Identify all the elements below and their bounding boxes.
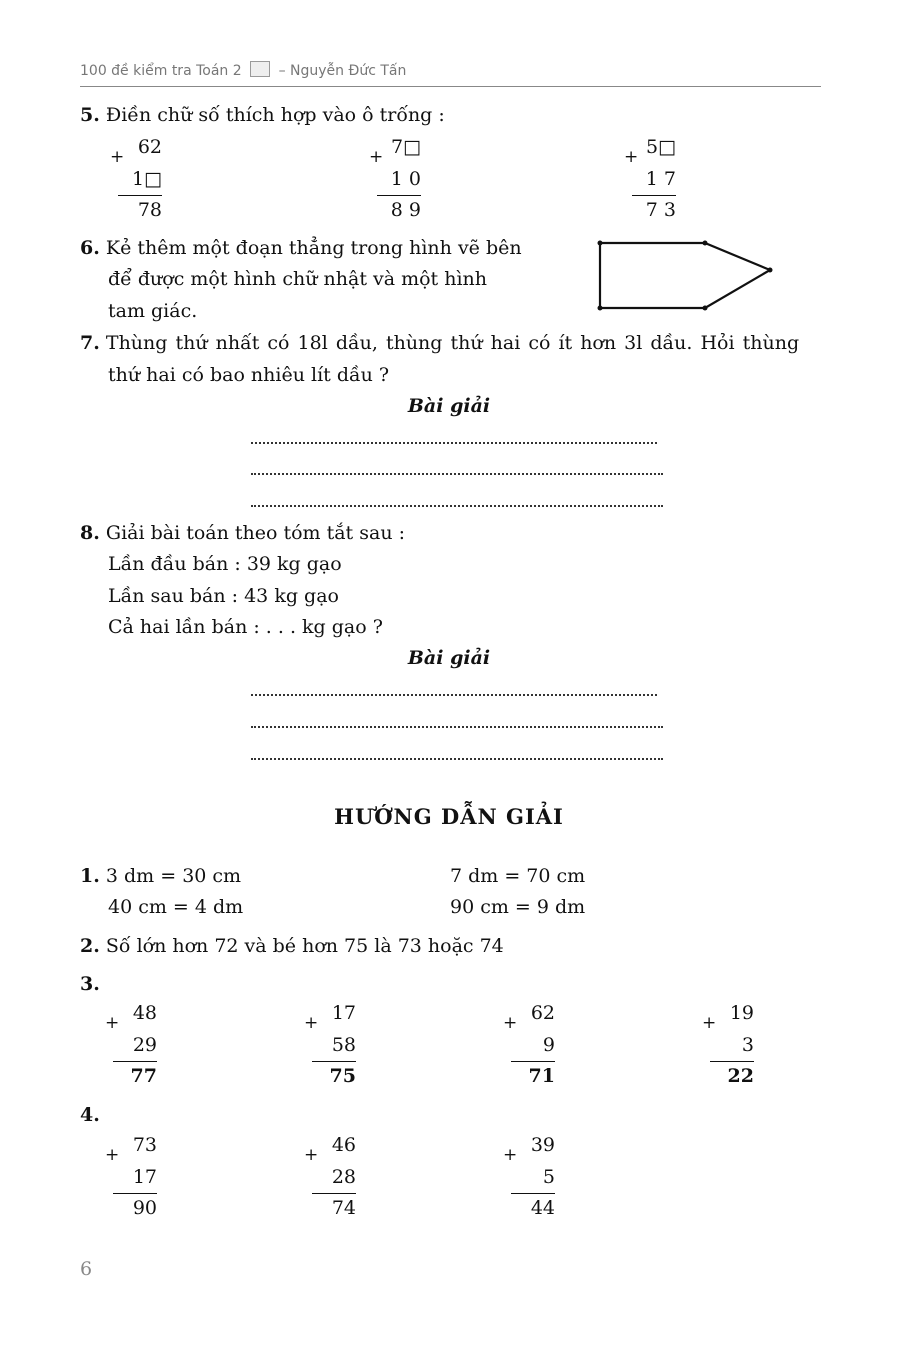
answer-2 — [80, 934, 504, 958]
plus-sign: + — [304, 1145, 319, 1165]
answer-number: 3. — [80, 973, 100, 995]
sum: 78 — [137, 199, 162, 221]
addition-problem — [110, 131, 162, 224]
addition-problem — [304, 1129, 356, 1222]
question-text: thứ hai có bao nhiêu lít dầu ? — [108, 364, 390, 386]
question-text: Giải bài toán theo tóm tắt sau : — [105, 522, 405, 544]
addend-2: 3 — [710, 1029, 754, 1062]
plus-sign: + — [304, 1013, 319, 1033]
addend-1: 46 — [331, 1134, 356, 1156]
question-text: Điền chữ số thích hợp vào ô trống : — [105, 104, 445, 126]
running-header — [80, 61, 406, 79]
question-text: tam giác. — [108, 300, 198, 322]
addition-problem — [624, 131, 676, 224]
sum: 7 3 — [645, 199, 676, 221]
addend-1: 62 — [530, 1002, 555, 1024]
solution-label: Bài giải — [407, 395, 491, 417]
answer-text: 90 cm = 9 dm — [450, 896, 586, 918]
answer-number: 2. — [80, 935, 100, 957]
addend-1: 39 — [530, 1134, 555, 1156]
question-number: 6. — [80, 237, 100, 259]
sum: 8 9 — [390, 199, 421, 221]
sum: 77 — [130, 1065, 157, 1087]
question-7 — [80, 331, 799, 355]
question-number: 5. — [80, 104, 100, 126]
addition-problem — [105, 997, 157, 1090]
addition-problem — [105, 1129, 157, 1222]
addend-2: 5 — [511, 1161, 555, 1194]
answer-line[interactable] — [251, 473, 663, 475]
addend-2: 28 — [312, 1161, 356, 1194]
plus-sign: + — [503, 1145, 518, 1165]
summary-line: Lần đầu bán : 39 kg gạo — [108, 553, 342, 575]
answer-1 — [80, 864, 241, 888]
question-6 — [80, 236, 522, 260]
addition-problem — [702, 997, 754, 1090]
sum: 90 — [132, 1197, 157, 1219]
addition-problem — [369, 131, 421, 224]
addend-2: 29 — [113, 1029, 157, 1062]
answer-line[interactable] — [251, 758, 663, 760]
question-text: Thùng thứ nhất có 18l dầu, thùng thứ hai có ít hơn 3l dầu. Hỏi thùng — [105, 332, 800, 354]
question-text: Kẻ thêm một đoạn thẳng trong hình vẽ bên — [105, 237, 522, 259]
addend-1: 73 — [132, 1134, 157, 1156]
answer-line[interactable] — [251, 442, 657, 444]
addition-problem — [304, 997, 356, 1090]
pentagon-figure — [590, 233, 780, 318]
question-number: 8. — [80, 522, 100, 544]
plus-sign: + — [369, 147, 384, 167]
addend-2: 1 0 — [377, 163, 421, 196]
sum: 74 — [331, 1197, 356, 1219]
plus-sign: + — [503, 1013, 518, 1033]
addition-problem — [503, 997, 555, 1090]
answer-line[interactable] — [251, 505, 663, 507]
addend-1: 19 — [729, 1002, 754, 1024]
addend-2: 17 — [113, 1161, 157, 1194]
addend-1[interactable]: 7□ — [390, 136, 421, 158]
answer-line[interactable] — [251, 694, 657, 696]
addend-1: 17 — [331, 1002, 356, 1024]
plus-sign: + — [110, 147, 125, 167]
addend-2: 9 — [511, 1029, 555, 1062]
summary-line: Cả hai lần bán : . . . kg gạo ? — [108, 616, 383, 638]
answer-text: 40 cm = 4 dm — [108, 896, 244, 918]
question-number: 7. — [80, 332, 100, 354]
addend-1: 48 — [132, 1002, 157, 1024]
header-divider — [80, 86, 821, 87]
addition-problem — [503, 1129, 555, 1222]
plus-sign: + — [702, 1013, 717, 1033]
addend-2[interactable]: 1□ — [118, 163, 162, 196]
header-book-title: 100 đề kiểm tra Toán 2 — [80, 63, 242, 79]
solution-label: Bài giải — [407, 647, 491, 669]
question-text: để được một hình chữ nhật và một hình — [108, 268, 488, 290]
section-title: HƯỚNG DẪN GIẢI — [334, 804, 564, 829]
book-icon — [250, 61, 270, 77]
answer-line[interactable] — [251, 726, 663, 728]
addend-1[interactable]: 5□ — [645, 136, 676, 158]
page-number: 6 — [80, 1258, 93, 1280]
sum: 75 — [329, 1065, 356, 1087]
addend-2: 58 — [312, 1029, 356, 1062]
question-5 — [80, 103, 445, 127]
sum: 44 — [530, 1197, 555, 1219]
answer-text: Số lớn hơn 72 và bé hơn 75 là 73 hoặc 74 — [105, 935, 504, 957]
plus-sign: + — [624, 147, 639, 167]
sum: 22 — [727, 1065, 754, 1087]
answer-text: 3 dm = 30 cm — [105, 865, 242, 887]
summary-line: Lần sau bán : 43 kg gạo — [108, 585, 339, 607]
plus-sign: + — [105, 1013, 120, 1033]
sum: 71 — [528, 1065, 555, 1087]
addend-1: 62 — [137, 136, 162, 158]
plus-sign: + — [105, 1145, 120, 1165]
answer-number: 1. — [80, 865, 100, 887]
answer-number: 4. — [80, 1104, 100, 1126]
header-author: – Nguyễn Đức Tấn — [278, 63, 407, 79]
question-8 — [80, 521, 405, 545]
answer-text: 7 dm = 70 cm — [450, 865, 586, 887]
addend-2: 1 7 — [632, 163, 676, 196]
